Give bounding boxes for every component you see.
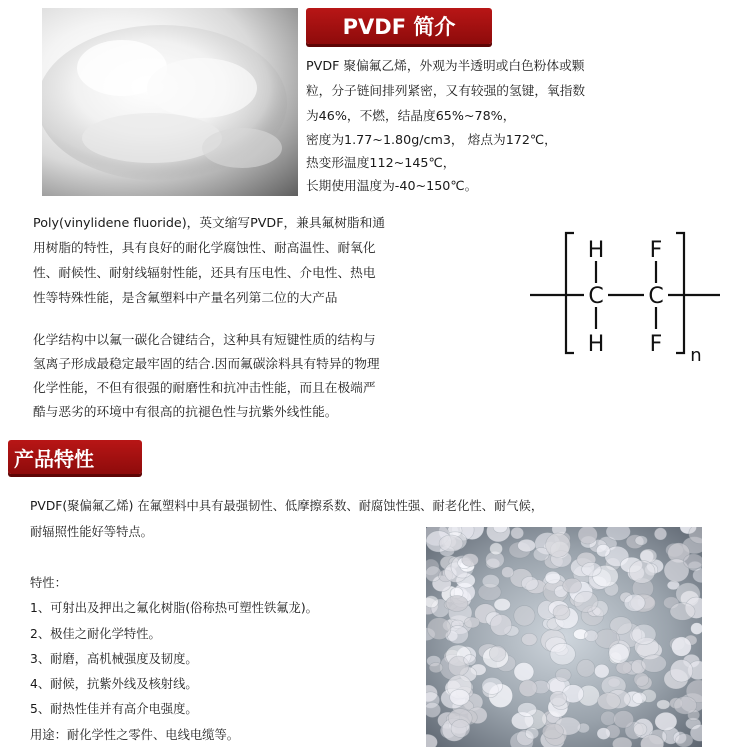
atom-h-bottom: H (587, 332, 605, 357)
pvdf-pellets-photo (426, 527, 702, 747)
desc-p2-line-4: 酷与恶劣的环境中有很高的抗褪色性与抗紫外线性能。 (33, 404, 338, 419)
features-summary-line-2: 耐辐照性能好等特点。 (30, 525, 153, 539)
intro-line-2: 粒，分子链间排列紧密，又有较强的氢键，氧指数 (306, 83, 586, 98)
features-list-title: 特性： (30, 576, 67, 590)
desc-p1-line-2: 用树脂的特性，具有良好的耐化学腐蚀性、耐高温性、耐氧化 (33, 240, 376, 255)
features-summary-line-1: PVDF(聚偏氟乙烯) 在氟塑料中具有最强韧性、低摩擦系数、耐腐蚀性强、耐老化性、耐气候， (30, 499, 544, 513)
features-usage: 用途：耐化学性之零件、电线电缆等。 (30, 728, 240, 742)
intro-title-banner (306, 8, 492, 44)
atom-h-top: H (587, 238, 605, 263)
feature-item-1: 1、可射出及押出之氟化树脂(俗称热可塑性铁氟龙)。 (30, 601, 318, 615)
desc-p2-line-2: 氢离子形成最稳定最牢固的结合.因而氟碳涂料具有特异的物理 (33, 356, 380, 371)
desc-p1-line-3: 性、耐候性、耐射线辐射性能，还具有压电性、介电性、热电 (33, 265, 376, 280)
desc-p2-line-3: 化学性能，不但有很强的耐磨性和抗冲击性能，而且在极端严 (33, 380, 376, 395)
pvdf-structure-diagram (528, 225, 748, 365)
pvdf-powder-photo (42, 8, 298, 196)
intro-line-3: 为46%，不燃，结晶度65%~78%， (306, 108, 516, 123)
features-title-banner (8, 440, 142, 474)
intro-line-6: 长期使用温度为-40~150℃。 (306, 178, 478, 193)
atom-f-bottom: F (649, 332, 663, 357)
features-title: 产品特性 (14, 446, 94, 471)
atom-c1: C (588, 284, 604, 309)
desc-p1-line-4: 性等特殊性能，是含氟塑料中产量名列第二位的大产品 (33, 290, 338, 305)
intro-title: PVDF 简介 (342, 15, 456, 39)
intro-line-1: PVDF 聚偏氟乙烯，外观为半透明或白色粉体或颗 (306, 58, 585, 73)
feature-item-3: 3、耐磨，高机械强度及韧度。 (30, 652, 198, 666)
intro-line-5: 热变形温度112~145℃， (306, 155, 456, 170)
intro-line-4: 密度为1.77~1.80g/cm3， 熔点为172℃， (306, 132, 557, 147)
feature-item-4: 4、耐候，抗紫外线及核射线。 (30, 677, 198, 691)
feature-item-2: 2、极佳之耐化学特性。 (30, 627, 161, 641)
repeat-subscript: n (690, 345, 702, 365)
atom-c2: C (648, 284, 664, 309)
feature-item-5: 5、耐热性佳并有高介电强度。 (30, 702, 198, 716)
desc-p1-line-1: Poly(vinylidene fluoride)，英文缩写PVDF，兼具氟树脂和通 (33, 215, 385, 230)
desc-p2-line-1: 化学结构中以氟一碳化合键结合，这种具有短键性质的结构与 (33, 332, 376, 347)
atom-f-top: F (649, 238, 663, 263)
